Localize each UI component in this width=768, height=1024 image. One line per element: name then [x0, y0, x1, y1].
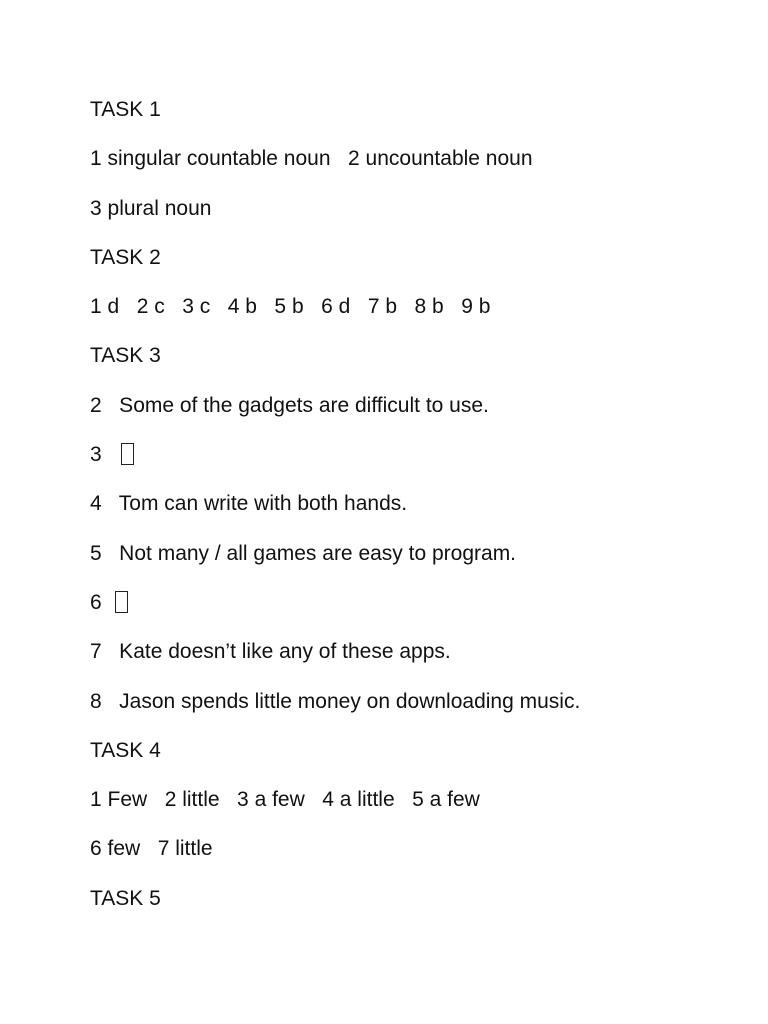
task-heading: TASK 3 — [90, 344, 161, 368]
text-line-with-symbol — [90, 439, 730, 488]
text-line: 5 Not many / all games are easy to program. — [90, 541, 517, 565]
text-line: 4 Tom can write with both hands. — [90, 492, 408, 516]
document-body — [90, 94, 730, 932]
text-line: 7 Kate doesn’t like any of these apps. — [90, 640, 451, 664]
checkmark-placeholder-icon — [115, 591, 128, 613]
task-heading: TASK 4 — [90, 738, 161, 762]
text-line: 3 plural noun — [90, 196, 212, 220]
text-line: 6 few 7 little — [90, 837, 213, 861]
line-number: 3 — [90, 443, 120, 467]
text-line: 8 Jason spends little money on downloading music. — [90, 689, 581, 713]
task-heading: TASK 5 — [90, 886, 161, 910]
text-line: 2 Some of the gadgets are difficult to use. — [90, 393, 489, 417]
task-heading: TASK 1 — [90, 98, 161, 121]
checkmark-placeholder-icon — [121, 443, 134, 465]
line-number: 6 — [90, 590, 114, 614]
text-line-with-symbol — [90, 587, 730, 636]
text-line: 1 Few 2 little 3 a few 4 a little 5 a few — [90, 788, 480, 812]
text-line: 1 d 2 c 3 c 4 b 5 b 6 d 7 b 8 b 9 b — [90, 295, 491, 319]
task-heading: TASK 2 — [90, 245, 161, 269]
text-line: 1 singular countable noun 2 uncountable noun — [90, 147, 533, 171]
